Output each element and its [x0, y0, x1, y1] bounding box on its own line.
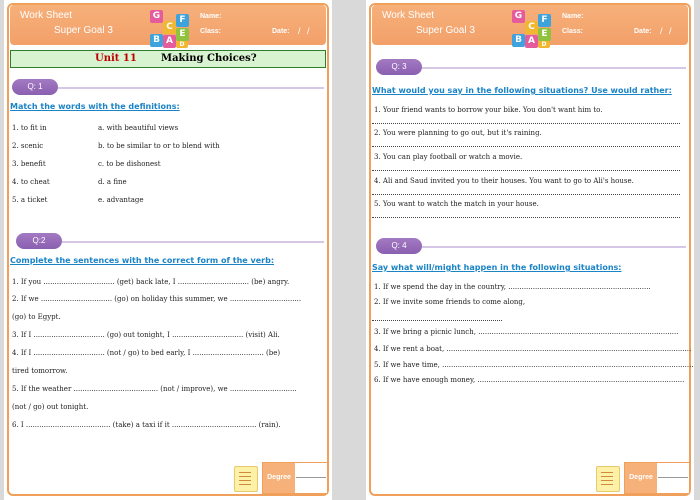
alphabet-blocks-icon	[508, 8, 554, 48]
q4-item: 1. If we spend the day in the country, ................................................................	[374, 283, 651, 291]
class-label: Class:	[200, 28, 222, 35]
worksheet-header	[10, 5, 326, 48]
q2-line: tired tomorrow.	[12, 367, 68, 375]
block-b: B	[150, 34, 163, 47]
answer-line	[372, 194, 680, 195]
q1-definition: d. a fine	[98, 178, 127, 186]
worksheet-header	[372, 5, 688, 48]
block-g: G	[150, 10, 163, 23]
q4-item: 5. If we have time, .................................................................................................................	[374, 361, 694, 369]
q3-item: 4. Ali and Saud invited you to their houses. You want to go to Ali's house.	[374, 177, 634, 185]
q2-divider	[62, 241, 324, 243]
answer-line	[372, 217, 680, 218]
block-e: E	[176, 28, 189, 41]
q1-word: 5. a ticket	[12, 196, 48, 204]
q2-line: 5. If the weather ...................................... (not / improve), we ..............................	[12, 385, 297, 393]
unit-title: Making Choices?	[161, 53, 257, 64]
header-subtitle: Super Goal 3	[54, 25, 113, 36]
q3-badge: Q: 3	[376, 59, 422, 75]
block-a: A	[525, 35, 538, 48]
block-b: B	[512, 34, 525, 47]
name-label: Name:	[200, 13, 222, 20]
q1-badge: Q: 1	[12, 79, 58, 95]
q4-badge: Q: 4	[376, 238, 422, 254]
date-slashes: / /	[298, 26, 312, 36]
q3-divider	[422, 67, 686, 69]
worksheet-page-left	[4, 0, 332, 500]
unit-number: Unit 11	[95, 53, 137, 64]
date-slashes: / /	[660, 26, 674, 36]
q3-item: 1. Your friend wants to borrow your bike. You don't want him to.	[374, 106, 603, 114]
q2-badge: Q:2	[16, 233, 62, 249]
q2-line: 6. I ...................................... (take) a taxi if it ...................................... (rain).	[12, 421, 281, 429]
date-label: Date:	[272, 28, 290, 35]
q3-item: 5. You want to watch the match in your house.	[374, 200, 539, 208]
q1-definition: a. with beautiful views	[98, 124, 179, 132]
q1-divider	[58, 87, 324, 89]
q2-instruction: Complete the sentences with the correct form of the verb:	[10, 256, 275, 265]
q1-definition: e. advantage	[98, 196, 144, 204]
block-g: G	[512, 10, 525, 23]
worksheet-page-right	[366, 0, 694, 500]
q2-line: 4. If I ................................ (not / go) to bed early, I ................................ (be)	[12, 349, 281, 357]
sticky-note-icon	[234, 466, 258, 492]
q2-line: 3. If I ................................ (go) out tonight, I ................................ (visit) Ali.	[12, 331, 280, 339]
header-subtitle: Super Goal 3	[416, 25, 475, 36]
sticky-note-icon	[596, 466, 620, 492]
q1-definition: b. to be similar to or to blend with	[98, 142, 220, 150]
answer-line	[372, 123, 680, 124]
alphabet-blocks-icon	[146, 8, 192, 48]
q3-item: 2. You were planning to go out, but it's raining.	[374, 129, 542, 137]
q3-instruction: What would you say in the following situations? Use would rather:	[372, 86, 672, 95]
header-title: Work Sheet	[382, 10, 435, 21]
q4-item: 4. If we rent a boat, ..............................................................................................................	[374, 345, 692, 353]
degree-box	[262, 462, 328, 494]
q2-line: 1. If you ................................ (get) back late, I ................................ (be) angry.	[12, 278, 290, 286]
q1-word: 1. to fit in	[12, 124, 47, 132]
block-f: F	[176, 14, 189, 27]
block-c: C	[525, 21, 538, 34]
class-label: Class:	[562, 28, 584, 35]
q1-word: 2. scenic	[12, 142, 44, 150]
q1-word: 3. benefit	[12, 160, 46, 168]
q2-line: (go) to Egypt.	[12, 313, 61, 321]
q2-line: (not / go) out tonight.	[12, 403, 89, 411]
degree-label: Degree	[625, 463, 657, 493]
degree-score-cell	[296, 463, 326, 478]
q4-divider	[422, 246, 686, 248]
header-title: Work Sheet	[20, 10, 73, 21]
unit-banner	[10, 50, 326, 68]
degree-score-cell	[658, 463, 688, 478]
q2-line: 2. If we ................................ (go) on holiday this summer, we ................................	[12, 295, 302, 303]
block-c: C	[163, 21, 176, 34]
q3-item: 3. You can play football or watch a movie.	[374, 153, 523, 161]
name-label: Name:	[562, 13, 584, 20]
q4-instruction: Say what will/might happen in the following situations:	[372, 263, 622, 272]
q1-definition: c. to be dishonest	[98, 160, 161, 168]
block-a: A	[163, 35, 176, 48]
degree-label: Degree	[263, 463, 295, 493]
q4-item: 6. If we have enough money, .............................................................................................	[374, 376, 685, 384]
answer-line	[372, 170, 680, 171]
answer-line	[372, 320, 502, 321]
q4-item: 2. If we invite some friends to come along,	[374, 298, 526, 306]
block-f: F	[538, 14, 551, 27]
answer-line	[372, 146, 680, 147]
date-label: Date:	[634, 28, 652, 35]
block-d: D	[538, 41, 550, 48]
block-e: E	[538, 28, 551, 41]
q4-item: 3. If we bring a picnic lunch, ..........................................................................................	[374, 328, 679, 336]
degree-box	[624, 462, 690, 494]
q1-word: 4. to cheat	[12, 178, 50, 186]
q1-instruction: Match the words with the definitions:	[10, 102, 180, 111]
block-d: D	[176, 41, 188, 48]
